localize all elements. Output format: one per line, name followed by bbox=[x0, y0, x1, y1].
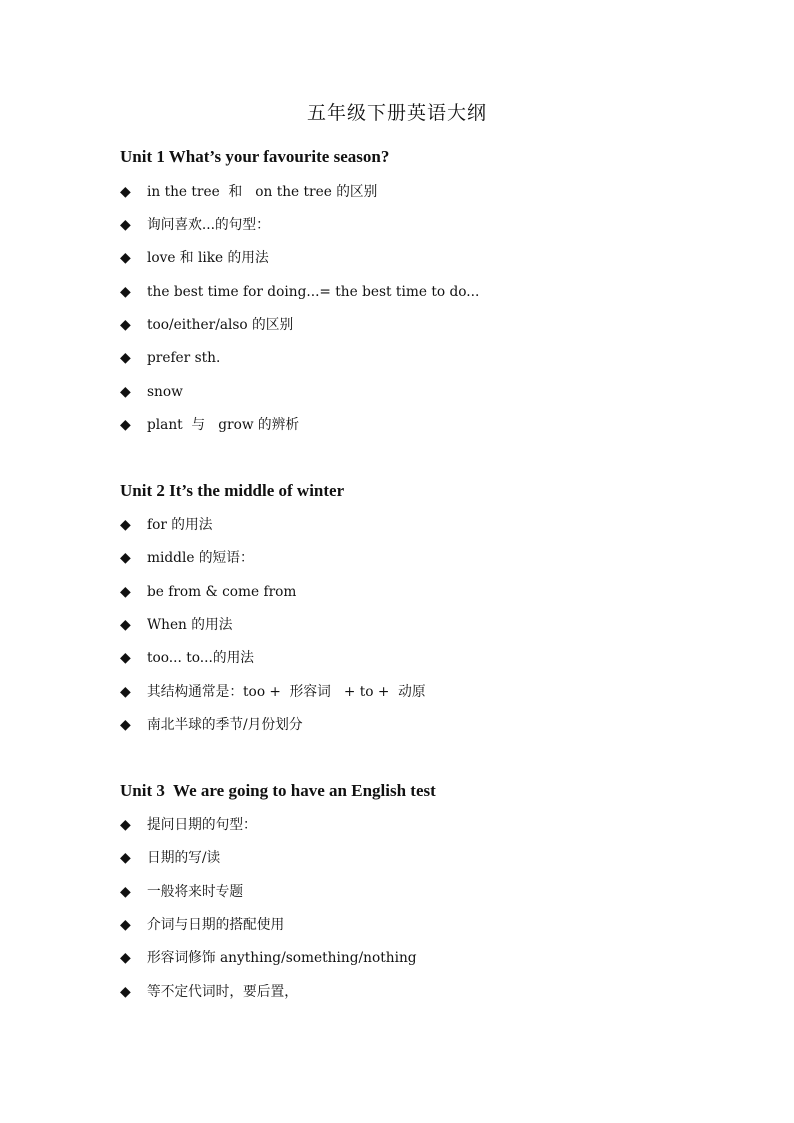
black-diamond-icon: ◆ bbox=[120, 317, 131, 333]
list-item: ◆ 南北半球的季节/月份划分 bbox=[120, 714, 306, 736]
black-diamond-icon: ◆ bbox=[120, 184, 131, 200]
black-diamond-icon: ◆ bbox=[120, 917, 131, 933]
list-item: ◆ love 和 like 的用法 bbox=[120, 247, 271, 269]
black-diamond-icon: ◆ bbox=[120, 584, 131, 600]
list-item: ◆ 日期的写/读 bbox=[120, 847, 222, 869]
black-diamond-icon: ◆ bbox=[120, 650, 131, 666]
black-diamond-icon: ◆ bbox=[120, 717, 131, 733]
list-item: ◆ 等不定代词时，要后置， bbox=[120, 981, 301, 1003]
black-diamond-icon: ◆ bbox=[120, 884, 131, 900]
list-item: ◆ for 的用法 bbox=[120, 514, 214, 536]
list-item: ◆ the best time for doing...= the best time to do... bbox=[120, 281, 486, 303]
list-item: ◆ 提问日期的句型： bbox=[120, 814, 259, 836]
black-diamond-icon: ◆ bbox=[120, 950, 131, 966]
document-title: 五年级下册英语大纲 bbox=[306, 102, 487, 124]
list-item: ◆ 形容词修饰 anything/something/nothing bbox=[120, 947, 422, 969]
black-diamond-icon: ◆ bbox=[120, 284, 131, 300]
list-item: ◆ too/either/also 的区别 bbox=[120, 314, 296, 336]
list-item: ◆ 询问喜欢...的句型： bbox=[120, 214, 272, 236]
unit-1-heading: Unit 1 What’s your favourite season? bbox=[120, 147, 390, 166]
black-diamond-icon: ◆ bbox=[120, 617, 131, 633]
unit-2-heading: Unit 2 It’s the middle of winter bbox=[120, 481, 345, 500]
black-diamond-icon: ◆ bbox=[120, 350, 131, 366]
list-item: ◆ be from & come from bbox=[120, 581, 300, 603]
black-diamond-icon: ◆ bbox=[120, 417, 131, 433]
list-item: ◆ 一般将来时专题 bbox=[120, 881, 245, 903]
list-item: ◆ 介词与日期的搭配使用 bbox=[120, 914, 287, 936]
black-diamond-icon: ◆ bbox=[120, 517, 131, 533]
list-item: ◆ plant 与 grow 的辨析 bbox=[120, 414, 302, 436]
list-item: ◆ 其结构通常是：too + 形容词 + to + 动原 bbox=[120, 681, 431, 703]
list-item: ◆ prefer sth. bbox=[120, 347, 222, 369]
list-item: ◆ too... to...的用法 bbox=[120, 647, 256, 669]
black-diamond-icon: ◆ bbox=[120, 817, 131, 833]
unit-3-heading: Unit 3 We are going to have an English test bbox=[120, 781, 436, 800]
list-item: ◆ When 的用法 bbox=[120, 614, 234, 636]
list-item: ◆ snow bbox=[120, 381, 184, 403]
black-diamond-icon: ◆ bbox=[120, 384, 131, 400]
black-diamond-icon: ◆ bbox=[120, 684, 131, 700]
black-diamond-icon: ◆ bbox=[120, 984, 131, 1000]
black-diamond-icon: ◆ bbox=[120, 217, 131, 233]
black-diamond-icon: ◆ bbox=[120, 850, 131, 866]
black-diamond-icon: ◆ bbox=[120, 550, 131, 566]
black-diamond-icon: ◆ bbox=[120, 250, 131, 266]
list-item: ◆ in the tree 和 on the tree 的区别 bbox=[120, 181, 382, 203]
list-item: ◆ middle 的短语： bbox=[120, 547, 256, 569]
